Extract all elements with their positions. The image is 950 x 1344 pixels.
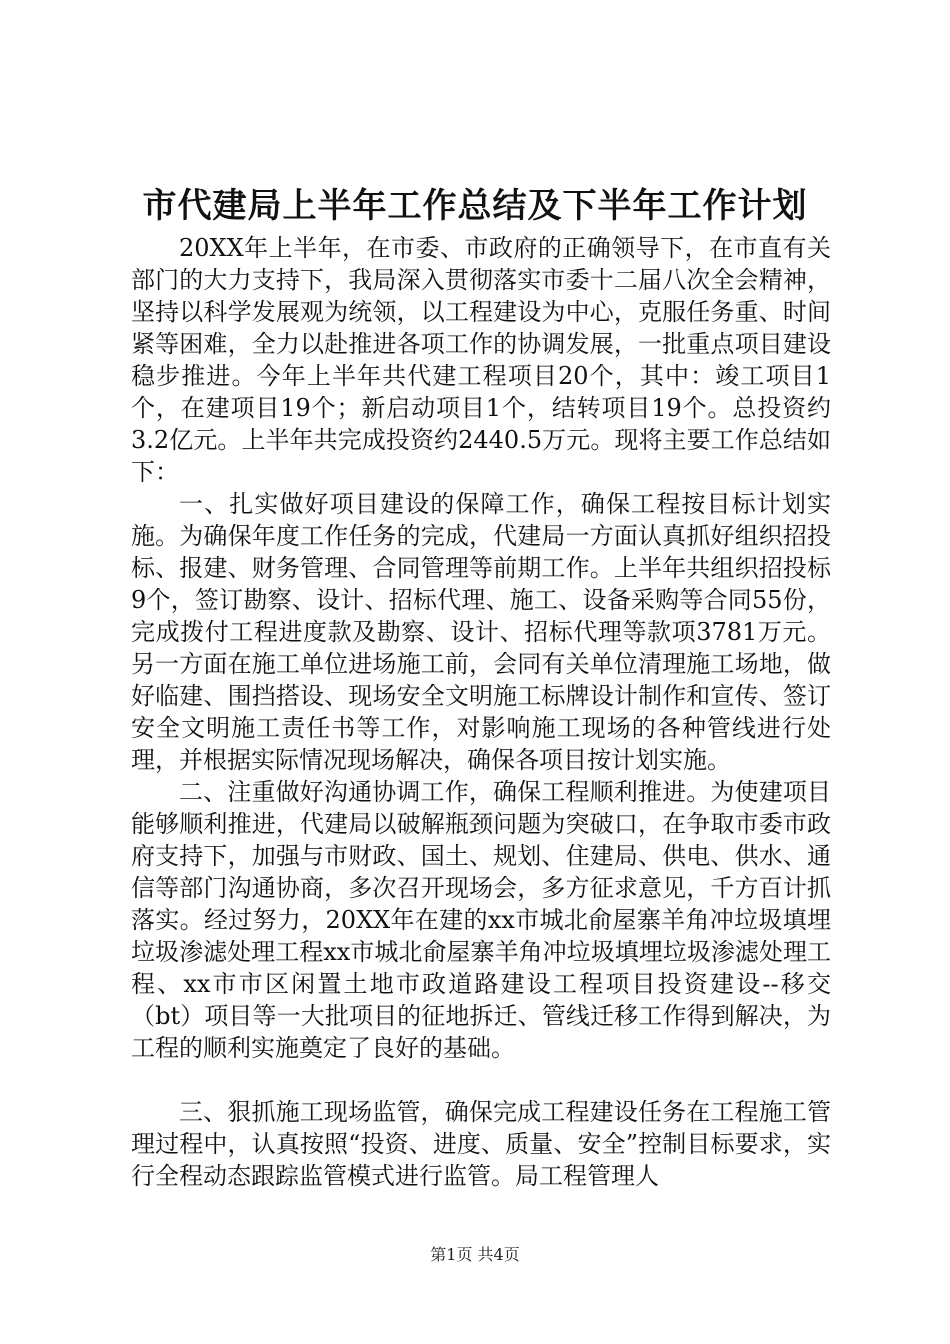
paragraph-section-3: 三、狠抓施工现场监管，确保完成工程建设任务在工程施工管理过程中，认真按照“投资、进度、质量、安全”控制目标要求，实行全程动态跟踪监管模式进行监管。局工程管理人 (131, 1098, 831, 1190)
page-footer: 第1页 共4页 (430, 1245, 520, 1264)
document-body (131, 232, 831, 1192)
paragraph-section-2: 二、注重做好沟通协调工作，确保工程顺利推进。为使建项目能够顺利推进，代建局以破解瓶颈问题为突破口，在争取市委市政府支持下，加强与市财政、国土、规划、住建局、供电、供水、通信等部门沟通协商，多次召开现场会，多方征求意见，千方百计抓落实。经过努力，20XX年在建的xx市城北俞屋寨羊角冲垃圾填埋垃圾渗滤处理工程xx市城北俞屋寨羊角冲垃圾填埋垃圾渗滤处理工程、xx市市区闲置土地市政道路建设工程项目投资建设--移交（bt）项目等一大批项目的征地拆迁、管线迁移工作得到解决，为工程的顺利实施奠定了良好的基础。 (131, 778, 831, 1062)
paragraph-intro: 20XX年上半年，在市委、市政府的正确领导下，在市直有关部门的大力支持下，我局深入贯彻落实市委十二届八次全会精神，坚持以科学发展观为统领，以工程建设为中心，克服任务重、时间紧等困难，全力以赴推进各项工作的协调发展，一批重点项目建设稳步推进。今年上半年共代建工程项目20个，其中：竣工项目1个，在建项目19个；新启动项目1个，结转项目19个。总投资约3.2亿元。上半年共完成投资约2440.5万元。现将主要工作总结如下： (131, 234, 831, 486)
paragraph-section-1: 一、扎实做好项目建设的保障工作，确保工程按目标计划实施。为确保年度工作任务的完成，代建局一方面认真抓好组织招投标、报建、财务管理、合同管理等前期工作。上半年共组织招投标9个，签订勘察、设计、招标代理、施工、设备采购等合同55份，完成拨付工程进度款及勘察、设计、招标代理等款项3781万元。另一方面在施工单位进场施工前，会同有关单位清理施工场地，做好临建、围挡搭设、现场安全文明施工标牌设计制作和宣传、签订安全文明施工责任书等工作，对影响施工现场的各种管线进行处理，并根据实际情况现场解决，确保各项目按计划实施。 (131, 490, 831, 774)
document-title: 市代建局上半年工作总结及下半年工作计划 (142, 186, 808, 226)
